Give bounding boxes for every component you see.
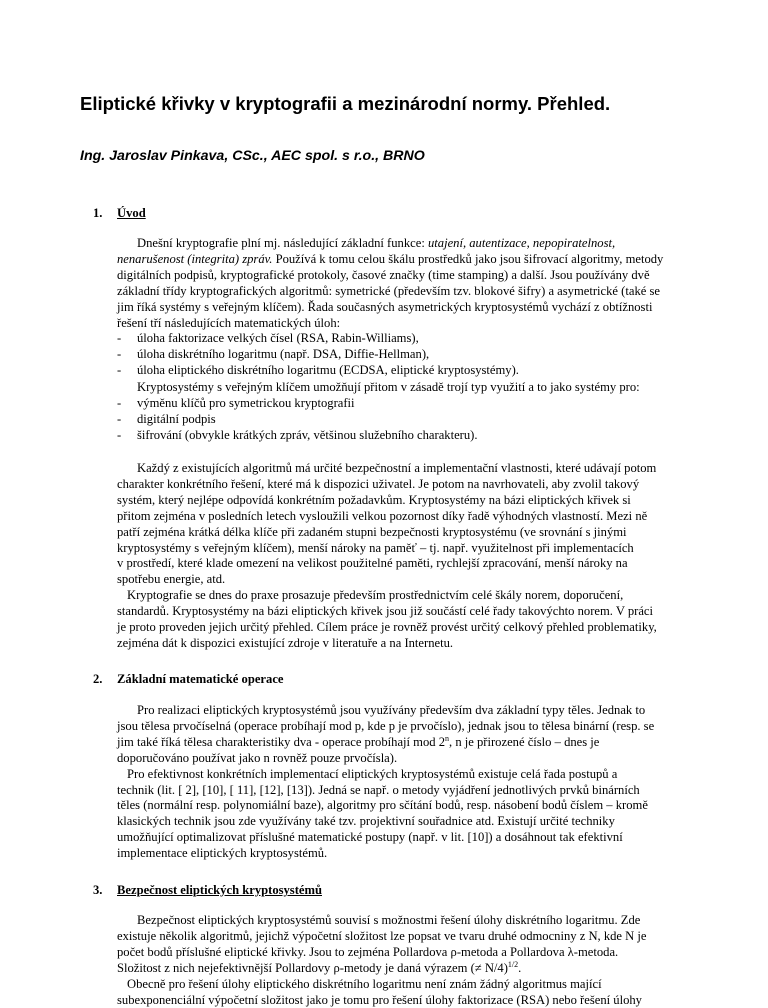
text-line: Pro efektivnost konkrétních implementací eliptických kryptosystémů existuje celá řada postupů a <box>127 766 618 781</box>
text-line: standardů. Kryptosystémy na bázi eliptických křivek jsou již součástí celé řady takovýchto norem. V práci <box>117 604 654 619</box>
paragraph <box>117 461 679 652</box>
text-span: . <box>518 960 522 975</box>
text-span: , n je přirozené číslo – dnes je <box>449 734 600 749</box>
list-item: - digitální podpis <box>117 411 216 426</box>
emphasis-text: nenarušenost (integrita) zpráv. <box>117 251 273 266</box>
text-line: doporučováno používat jako n rovněž pouze prvočísla). <box>117 750 398 765</box>
text-line: digitálních podpisů, kryptografické protokoly, časové značky (time stamping) a další. Jsou používány dvě <box>117 267 650 282</box>
text-line: těles (normální resp. polynomiální baze), algoritmy pro sčítání bodů, resp. násobení bodů číslem – kromě <box>117 798 648 813</box>
author-line: Ing. Jaroslav Pinkava, CSc., AEC spol. s r.o., BRNO <box>80 148 425 164</box>
list-item: - výměnu klíčů pro symetrickou kryptografii <box>117 395 355 410</box>
text-line: technik (lit. [ 2], [10], [ 11], [12], [13]). Jedná se např. o metody vyjádření jednotlivých prvků binárních <box>117 782 640 797</box>
section-number: 3. <box>93 883 103 897</box>
text-line: existuje několik algoritmů, jejichž výpočetní složitost lze popsat ve tvaru druhé odmocniny z N, kde N je <box>117 928 647 943</box>
text-line: umožňující optimalizovat příslušné matematické postupy (např. v lit. [10]) a dosáhnout tak efektivní <box>117 830 623 845</box>
text-line: Pro realizaci eliptických kryptosystémů jsou využívány především dva základní typy těles. Jednak to <box>137 703 646 717</box>
text-span: Dnešní kryptografie plní mj. následující základní funkce: <box>137 236 428 250</box>
text-line: Kryptosystémy s veřejným klíčem umožňují přitom v zásadě trojí typ využití a to jako systémy pro: <box>137 380 640 394</box>
text-line: systém, který nejlépe odpovídá konkrétním požadavkům. Kryptosystémy na bázi eliptických křivek si <box>117 492 631 507</box>
text-line: Každý z existujících algoritmů má určité bezpečnostní a implementační vlastnosti, které udávají potom <box>137 461 657 475</box>
text-line: Obecně pro řešení úlohy eliptického diskrétního logaritmu není znám žádný algoritmus mající <box>127 976 602 991</box>
text-line: jim říká systémy s veřejným klíčem). Řada současných asymetrických kryptosystémů vychází z obtížnosti <box>117 299 653 314</box>
text-span: Složitost z nich nejefektivnější Pollardovy ρ-metody je daná výrazem (≠ N/4) <box>117 960 508 975</box>
section-heading-uvod: Úvod <box>117 206 146 220</box>
text-line: charakter konkrétního řešení, které má k dispozici uživatel. Je potom na navrhovateli, aby zvolil takový <box>117 476 640 491</box>
section-number: 1. <box>93 206 103 220</box>
text-line: jsou tělesa prvočíselná (operace probíhají mod p, kde p je prvočíslo), jednak jsou to tělesa binární (resp. se <box>117 718 655 733</box>
list-item: - šifrování (obvykle krátkých zpráv, většinou služebního charakteru). <box>117 427 478 442</box>
text-line: je proto proveden jejich určitý přehled. Cílem práce je rovněž provést určitý celkový přehled problematiky, <box>117 620 657 635</box>
list-item: - úloha faktorizace velkých čísel (RSA, Rabin-Williams), <box>117 331 419 346</box>
text-line: klasických technik jsou zde využívány také tzv. projektivní souřadnice atd. Existují určité techniky <box>117 814 615 829</box>
text-line: řešení tří následujících matematických úloh: <box>117 315 341 330</box>
list-item: - úloha eliptického diskrétního logaritmu (ECDSA, eliptické kryptosystémy). <box>117 363 519 378</box>
superscript: 1/2 <box>507 959 519 969</box>
text-line: Kryptografie se dnes do praxe prosazuje především prostřednictvím celé škály norem, doporučení, <box>127 588 624 603</box>
list-item: - úloha diskrétního logaritmu (např. DSA, Diffie-Hellman), <box>117 347 430 362</box>
text-line: přitom zejména v posledních letech vysloužili velkou pozornost díky řadě výhodných vlastností. Mezi ně <box>117 508 648 523</box>
text-line: počet bodů příslušné eliptické křivky. Jsou to zejména Pollardova ρ-metoda a Pollardova λ-metoda. <box>117 944 619 959</box>
text-line: Bezpečnost eliptických kryptosystémů souvisí s možnostmi řešení úlohy diskrétního logaritmu. Zde <box>137 913 641 927</box>
text-line: patří zejména krátká délka klíče při zadaném stupni bezpečnosti kryptosystému (ve srovnání s jinými <box>117 524 627 539</box>
section-heading-zakladni-operace: Základní matematické operace <box>117 672 284 686</box>
text-span: jim také říká tělesa charakteristiky dva - operace probíhají mod 2 <box>117 734 446 749</box>
paragraph <box>117 236 679 379</box>
text-line: spotřebu energie, atd. <box>117 572 226 587</box>
paragraph <box>117 380 679 444</box>
text-line: implementace eliptických kryptosystémů. <box>117 846 328 861</box>
text-line: subexponenciální výpočetní složitost jako je tomu pro řešení úlohy faktorizace (RSA) nebo řešení úlohy <box>117 992 642 1007</box>
superscript: n <box>445 733 450 743</box>
emphasis-text: utajení, autentizace, nepopiratelnost, <box>427 236 616 250</box>
document-title: Eliptické křivky v kryptografii a mezinárodní normy. Přehled. <box>80 93 611 114</box>
paragraph <box>117 703 679 862</box>
text-line: kryptosystémy s veřejným klíčem), menší nároky na paměť – tj. např. využitelnost při implementacích <box>117 540 634 555</box>
section-heading-bezpecnost: Bezpečnost eliptických kryptosystémů <box>117 883 322 897</box>
text-span: Používá k tomu celou škálu prostředků jako jsou šifrovací algoritmy, metody <box>272 251 664 266</box>
text-line: v prostředí, které klade omezení na velikost použitelné paměti, rychlejší zpracování, menší nároky na <box>117 556 628 571</box>
text-line: zejména dát k dispozici existující zdroje v literatuře a na Internetu. <box>117 635 454 650</box>
section-number: 2. <box>93 672 103 686</box>
text-line: základní třídy kryptografických algoritmů: symetrické (především tzv. blokové šifry) a asymetrické (také se <box>117 283 660 298</box>
